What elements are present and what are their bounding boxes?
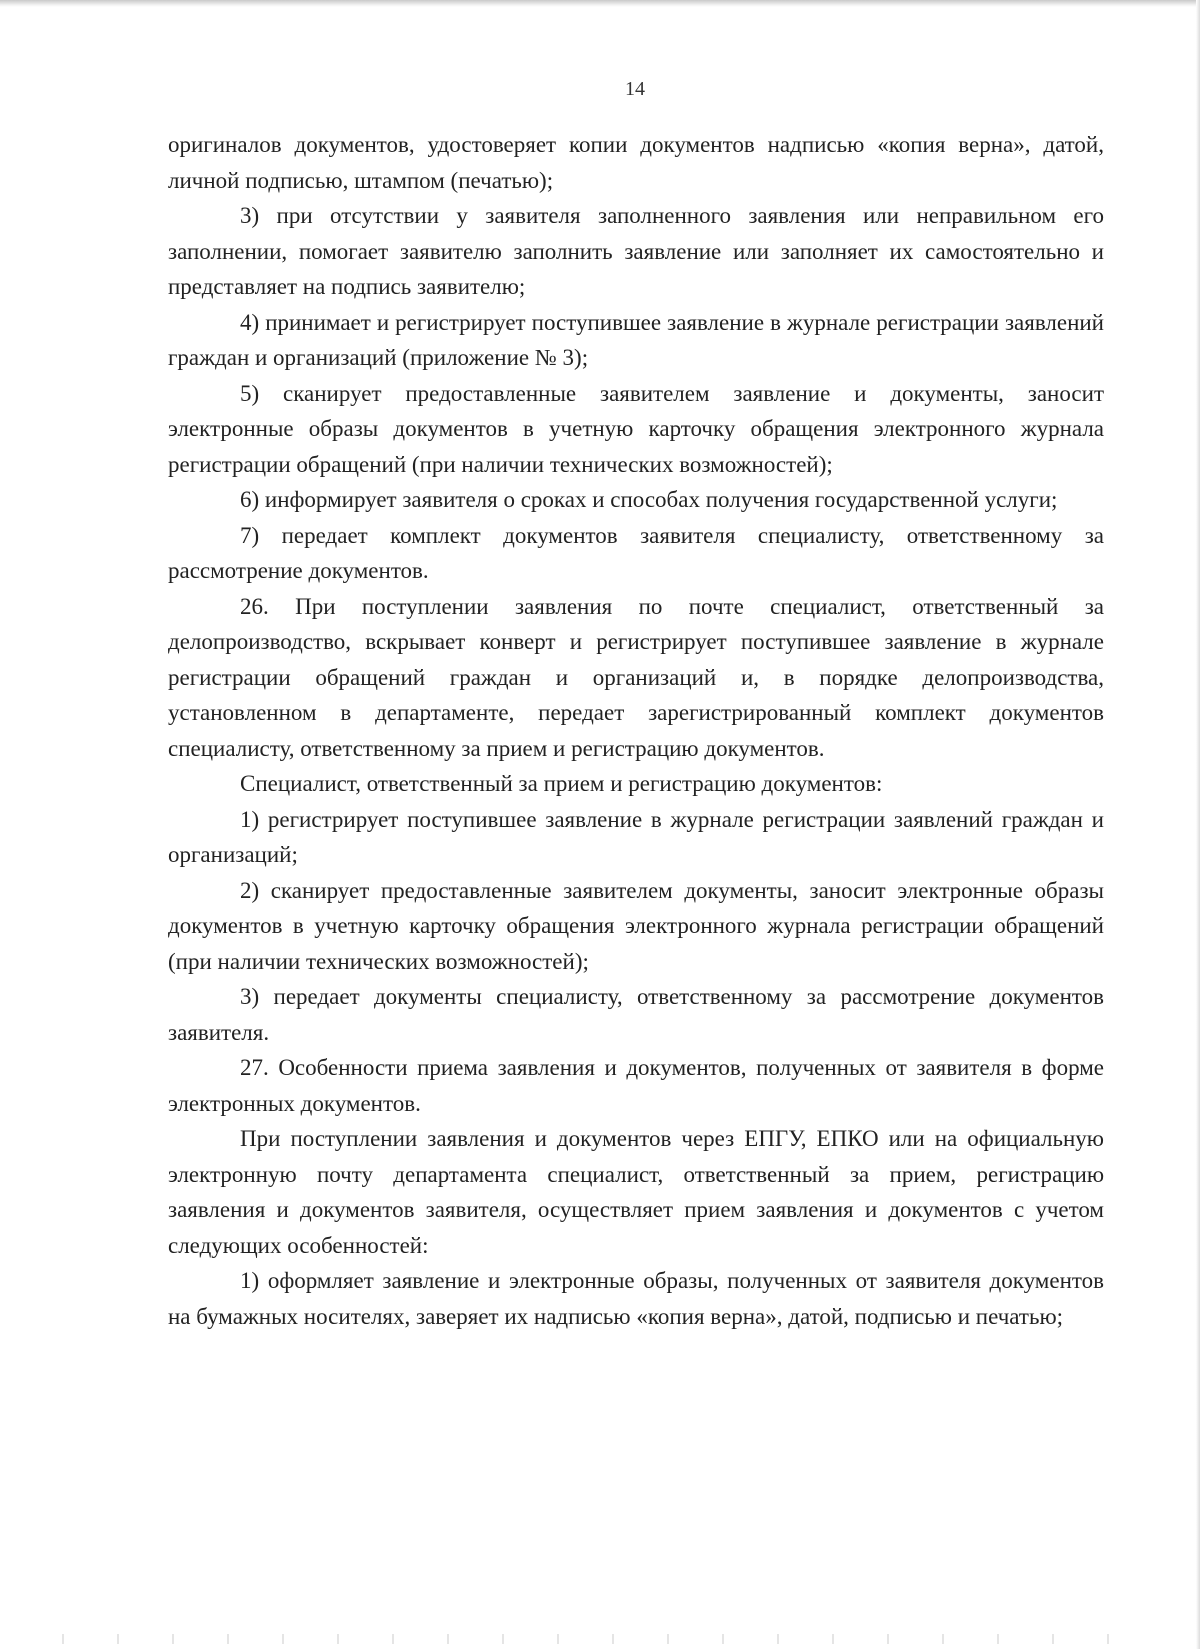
scan-edge-right (1196, 0, 1200, 1649)
clause-26-item-2: 2) сканирует предоставленные заявителем документы, заносит электронные образы документов в учетную карточку обращения электронного журнала регистрации обращений (при наличии технических возможностей); (168, 877, 1104, 974)
scan-edge-top (0, 0, 1200, 7)
page-number: 14 (625, 78, 645, 100)
clause-27-item-1: 1) оформляет заявление и электронные образы, полученных от заявителя документов на бумажных носителях, заверяет их надписью «копия верна», датой, подписью и печатью; (168, 1268, 1104, 1329)
paragraph-continuation: оригиналов документов, удостоверяет копии документов надписью «копия верна», датой, личной подписью, штампом (печатью); (168, 132, 1104, 193)
list-item-6: 6) информирует заявителя о сроках и способах получения государственной услуги; (240, 487, 1058, 512)
clause-27: 27. Особенности приема заявления и документов, полученных от заявителя в форме электронных документов. (168, 1055, 1104, 1116)
list-item-5: 5) сканирует предоставленные заявителем заявление и документы, заносит электронные образы документов в учетную карточку обращения электронного журнала регистрации обращений (при наличии технических возможностей); (168, 380, 1104, 477)
list-item-4: 4) принимает и регистрирует поступившее заявление в журнале регистрации заявлений граждан и организаций (приложение № 3); (168, 309, 1104, 370)
scan-noise-bottom (40, 1634, 1160, 1644)
list-item-7: 7) передает комплект документов заявителя специалисту, ответственному за рассмотрение документов. (168, 522, 1104, 583)
clause-26: 26. При поступлении заявления по почте специалист, ответственный за делопроизводство, вскрывает конверт и регистрирует поступившее заявление в журнале регистрации обращений граждан и организаций и, в порядке делопроизводства, установленном в департаменте, передает зарегистрированный комплект документов специалисту, ответственному за прием и регистрацию документов. (168, 593, 1104, 761)
clause-26-item-1: 1) регистрирует поступившее заявление в журнале регистрации заявлений граждан и организаций; (168, 806, 1104, 867)
document-body (168, 127, 1104, 1334)
clause-26-item-3: 3) передает документы специалисту, ответственному за рассмотрение документов заявителя. (168, 984, 1104, 1045)
clause-26-specialist-intro: Специалист, ответственный за прием и регистрацию документов: (240, 771, 883, 796)
clause-27-intro: При поступлении заявления и документов через ЕПГУ, ЕПКО или на официальную электронную почту департамента специалист, ответственный за прием, регистрацию заявления и документов заявителя, осуществляет прием заявления и документов с учетом следующих особенностей: (168, 1126, 1104, 1258)
list-item-3: 3) при отсутствии у заявителя заполненного заявления или неправильном его заполнении, помогает заявителю заполнить заявление или заполняет их самостоятельно и представляет на подпись заявителю; (168, 203, 1104, 299)
